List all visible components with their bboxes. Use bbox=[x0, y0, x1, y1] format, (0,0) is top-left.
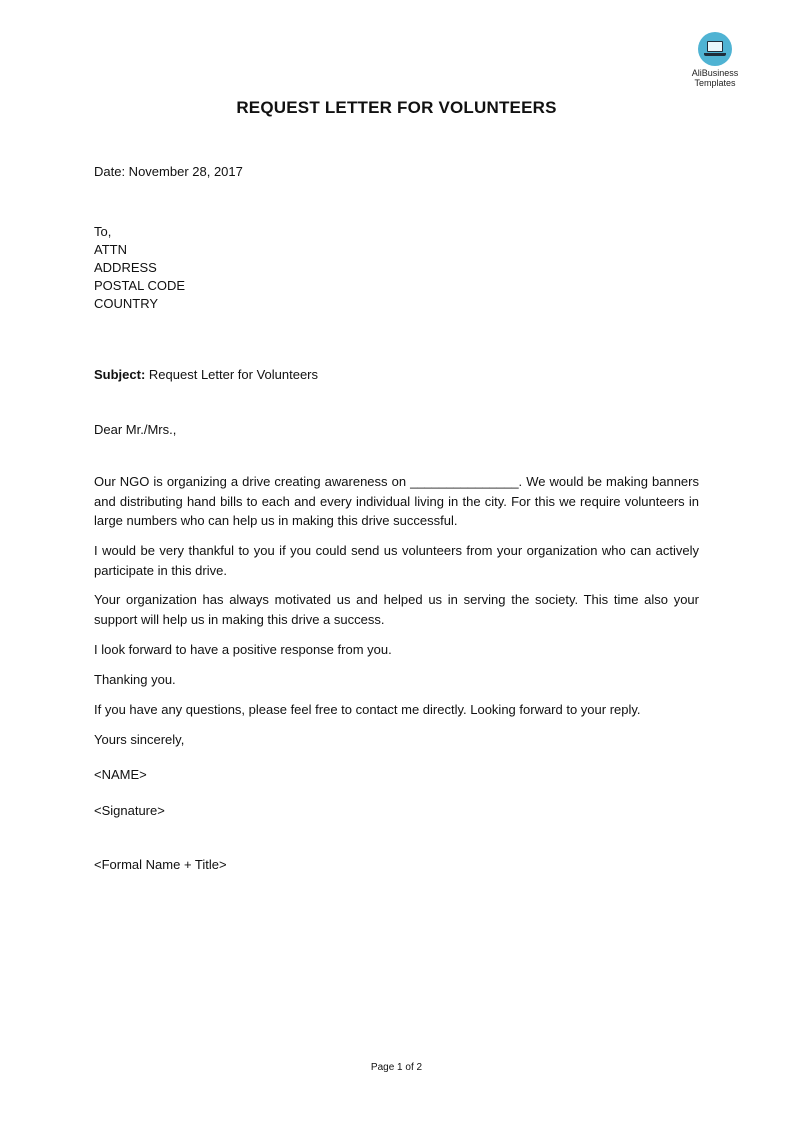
signature-formal-name: <Formal Name + Title> bbox=[94, 857, 227, 872]
signature-name: <NAME> bbox=[94, 767, 147, 782]
page-number: Page 1 of 2 bbox=[370, 1062, 423, 1073]
body-paragraph: Your organization has always motivated us and helped us in serving the society. This time also your support will help us in making this drive a success. bbox=[94, 592, 699, 627]
subject-line bbox=[94, 366, 318, 384]
address-street: ADDRESS bbox=[94, 260, 157, 275]
salutation: Dear Mr./Mrs., bbox=[94, 422, 177, 437]
date-line: Date: November 28, 2017 bbox=[94, 164, 243, 179]
subject-label: Subject: bbox=[94, 367, 146, 382]
closing: Yours sincerely, bbox=[94, 732, 185, 747]
body-paragraph: Our NGO is organizing a drive creating awareness on _______________. We would be making banners and distributing hand bills to each and every individual living in the city. For this we require volunteers in large numbers who can help us in making this drive successful. bbox=[94, 474, 699, 528]
body-paragraph: I look forward to have a positive response from you. bbox=[94, 642, 392, 657]
address-to: To, bbox=[94, 224, 112, 239]
body-paragraph: Thanking you. bbox=[94, 672, 176, 687]
body-paragraph: I would be very thankful to you if you could send us volunteers from your organization who can actively participate in this drive. bbox=[94, 543, 699, 578]
document-title: REQUEST LETTER FOR VOLUNTEERS bbox=[236, 98, 557, 117]
body-paragraph: If you have any questions, please feel free to contact me directly. Looking forward to your reply. bbox=[94, 702, 641, 717]
address-postal-code: POSTAL CODE bbox=[94, 278, 186, 293]
address-attn: ATTN bbox=[94, 242, 127, 257]
logo-line-2: Templates bbox=[694, 78, 736, 88]
laptop-icon bbox=[698, 32, 732, 66]
signature-placeholder: <Signature> bbox=[94, 803, 165, 818]
subject-text: Request Letter for Volunteers bbox=[145, 367, 319, 382]
address-country: COUNTRY bbox=[94, 296, 159, 311]
company-logo bbox=[684, 32, 746, 88]
logo-text bbox=[684, 68, 746, 88]
logo-line-1: AliBusiness bbox=[691, 68, 739, 78]
